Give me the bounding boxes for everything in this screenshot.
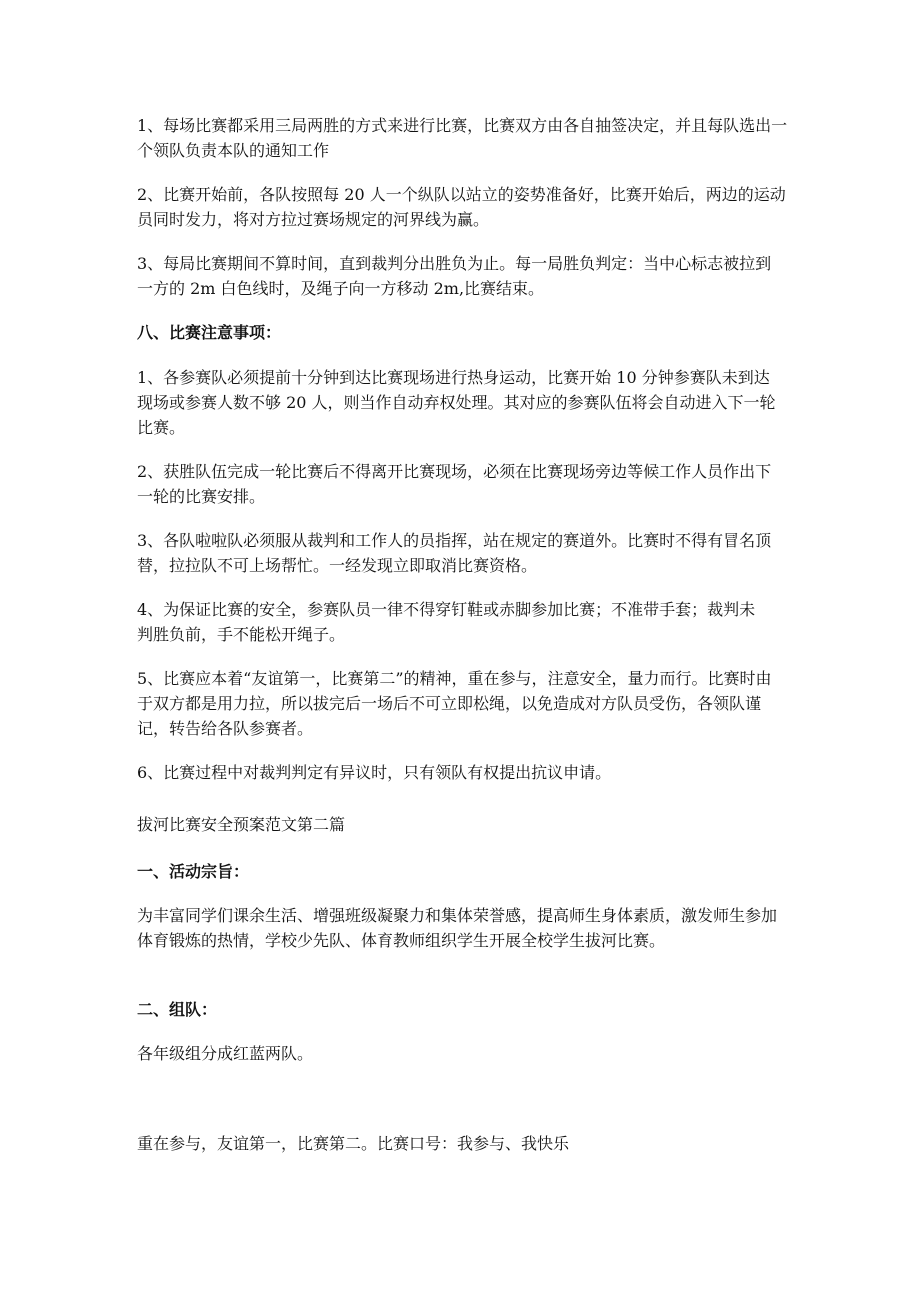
note-paragraph-2: 2、获胜队伍完成一轮比赛后不得离开比赛现场，必须在比赛现场旁边等候工作人员作出下一轮的比赛安排。 <box>137 462 772 506</box>
section-1-body: 为丰富同学们课余生活、增强班级凝聚力和集体荣誉感，提高师生身体素质，激发师生参加体育锻炼的热情，学校少先队、体育教师组织学生开展全校学生拔河比赛。 <box>137 906 778 950</box>
rule-paragraph-3: 3、每局比赛期间不算时间，直到裁判分出胜负为止。每一局胜负判定：当中心标志被拉到一方的 2m 白色线时，及绳子向一方移动 2m,比赛结束。 <box>137 254 772 298</box>
section-8-heading: 八、比赛注意事项： <box>137 323 282 342</box>
note-paragraph-1: 1、各参赛队必须提前十分钟到达比赛现场进行热身运动，比赛开始 10 分钟参赛队未到达现场或参赛人数不够 20 人，则当作自动弃权处理。其对应的参赛队伍将会自动进入下一轮比赛。 <box>137 368 776 437</box>
section-1-heading: 一、活动宗旨： <box>137 862 250 881</box>
section-2-heading: 二、组队： <box>137 1000 218 1019</box>
note-paragraph-3: 3、各队啦啦队必须服从裁判和工作人的员指挥，站在规定的赛道外。比赛时不得有冒名顶替，拉拉队不可上场帮忙。一经发现立即取消比赛资格。 <box>137 531 772 575</box>
section-2-body: 各年级组分成红蓝两队。 <box>137 1044 314 1063</box>
note-paragraph-5: 5、比赛应本着“友谊第一，比赛第二”的精神，重在参与，注意安全，量力而行。比赛时由于双方都是用力拉，所以拔完后一场后不可立即松绳，以免造成对方队员受伤，各领队谨记，转告给各队参赛者。 <box>137 669 772 738</box>
article-2-title: 拔河比赛安全预案范文第二篇 <box>137 815 346 834</box>
rule-paragraph-1: 1、每场比赛都采用三局两胜的方式来进行比赛，比赛双方由各自抽签决定，并且每队选出一个领队负责本队的通知工作 <box>137 116 788 160</box>
note-paragraph-6: 6、比赛过程中对裁判判定有异议时，只有领队有权提出抗议申请。 <box>137 763 612 782</box>
rule-paragraph-2: 2、比赛开始前，各队按照每 20 人一个纵队以站立的姿势准备好，比赛开始后，两边的运动员同时发力，将对方拉过赛场规定的河界线为赢。 <box>137 185 786 229</box>
note-paragraph-4: 4、为保证比赛的安全，参赛队员一律不得穿钉鞋或赤脚参加比赛；不准带手套；裁判未判胜负前，手不能松开绳子。 <box>137 600 756 644</box>
slogan-paragraph: 重在参与，友谊第一，比赛第二。比赛口号：我参与、我快乐 <box>137 1134 570 1153</box>
